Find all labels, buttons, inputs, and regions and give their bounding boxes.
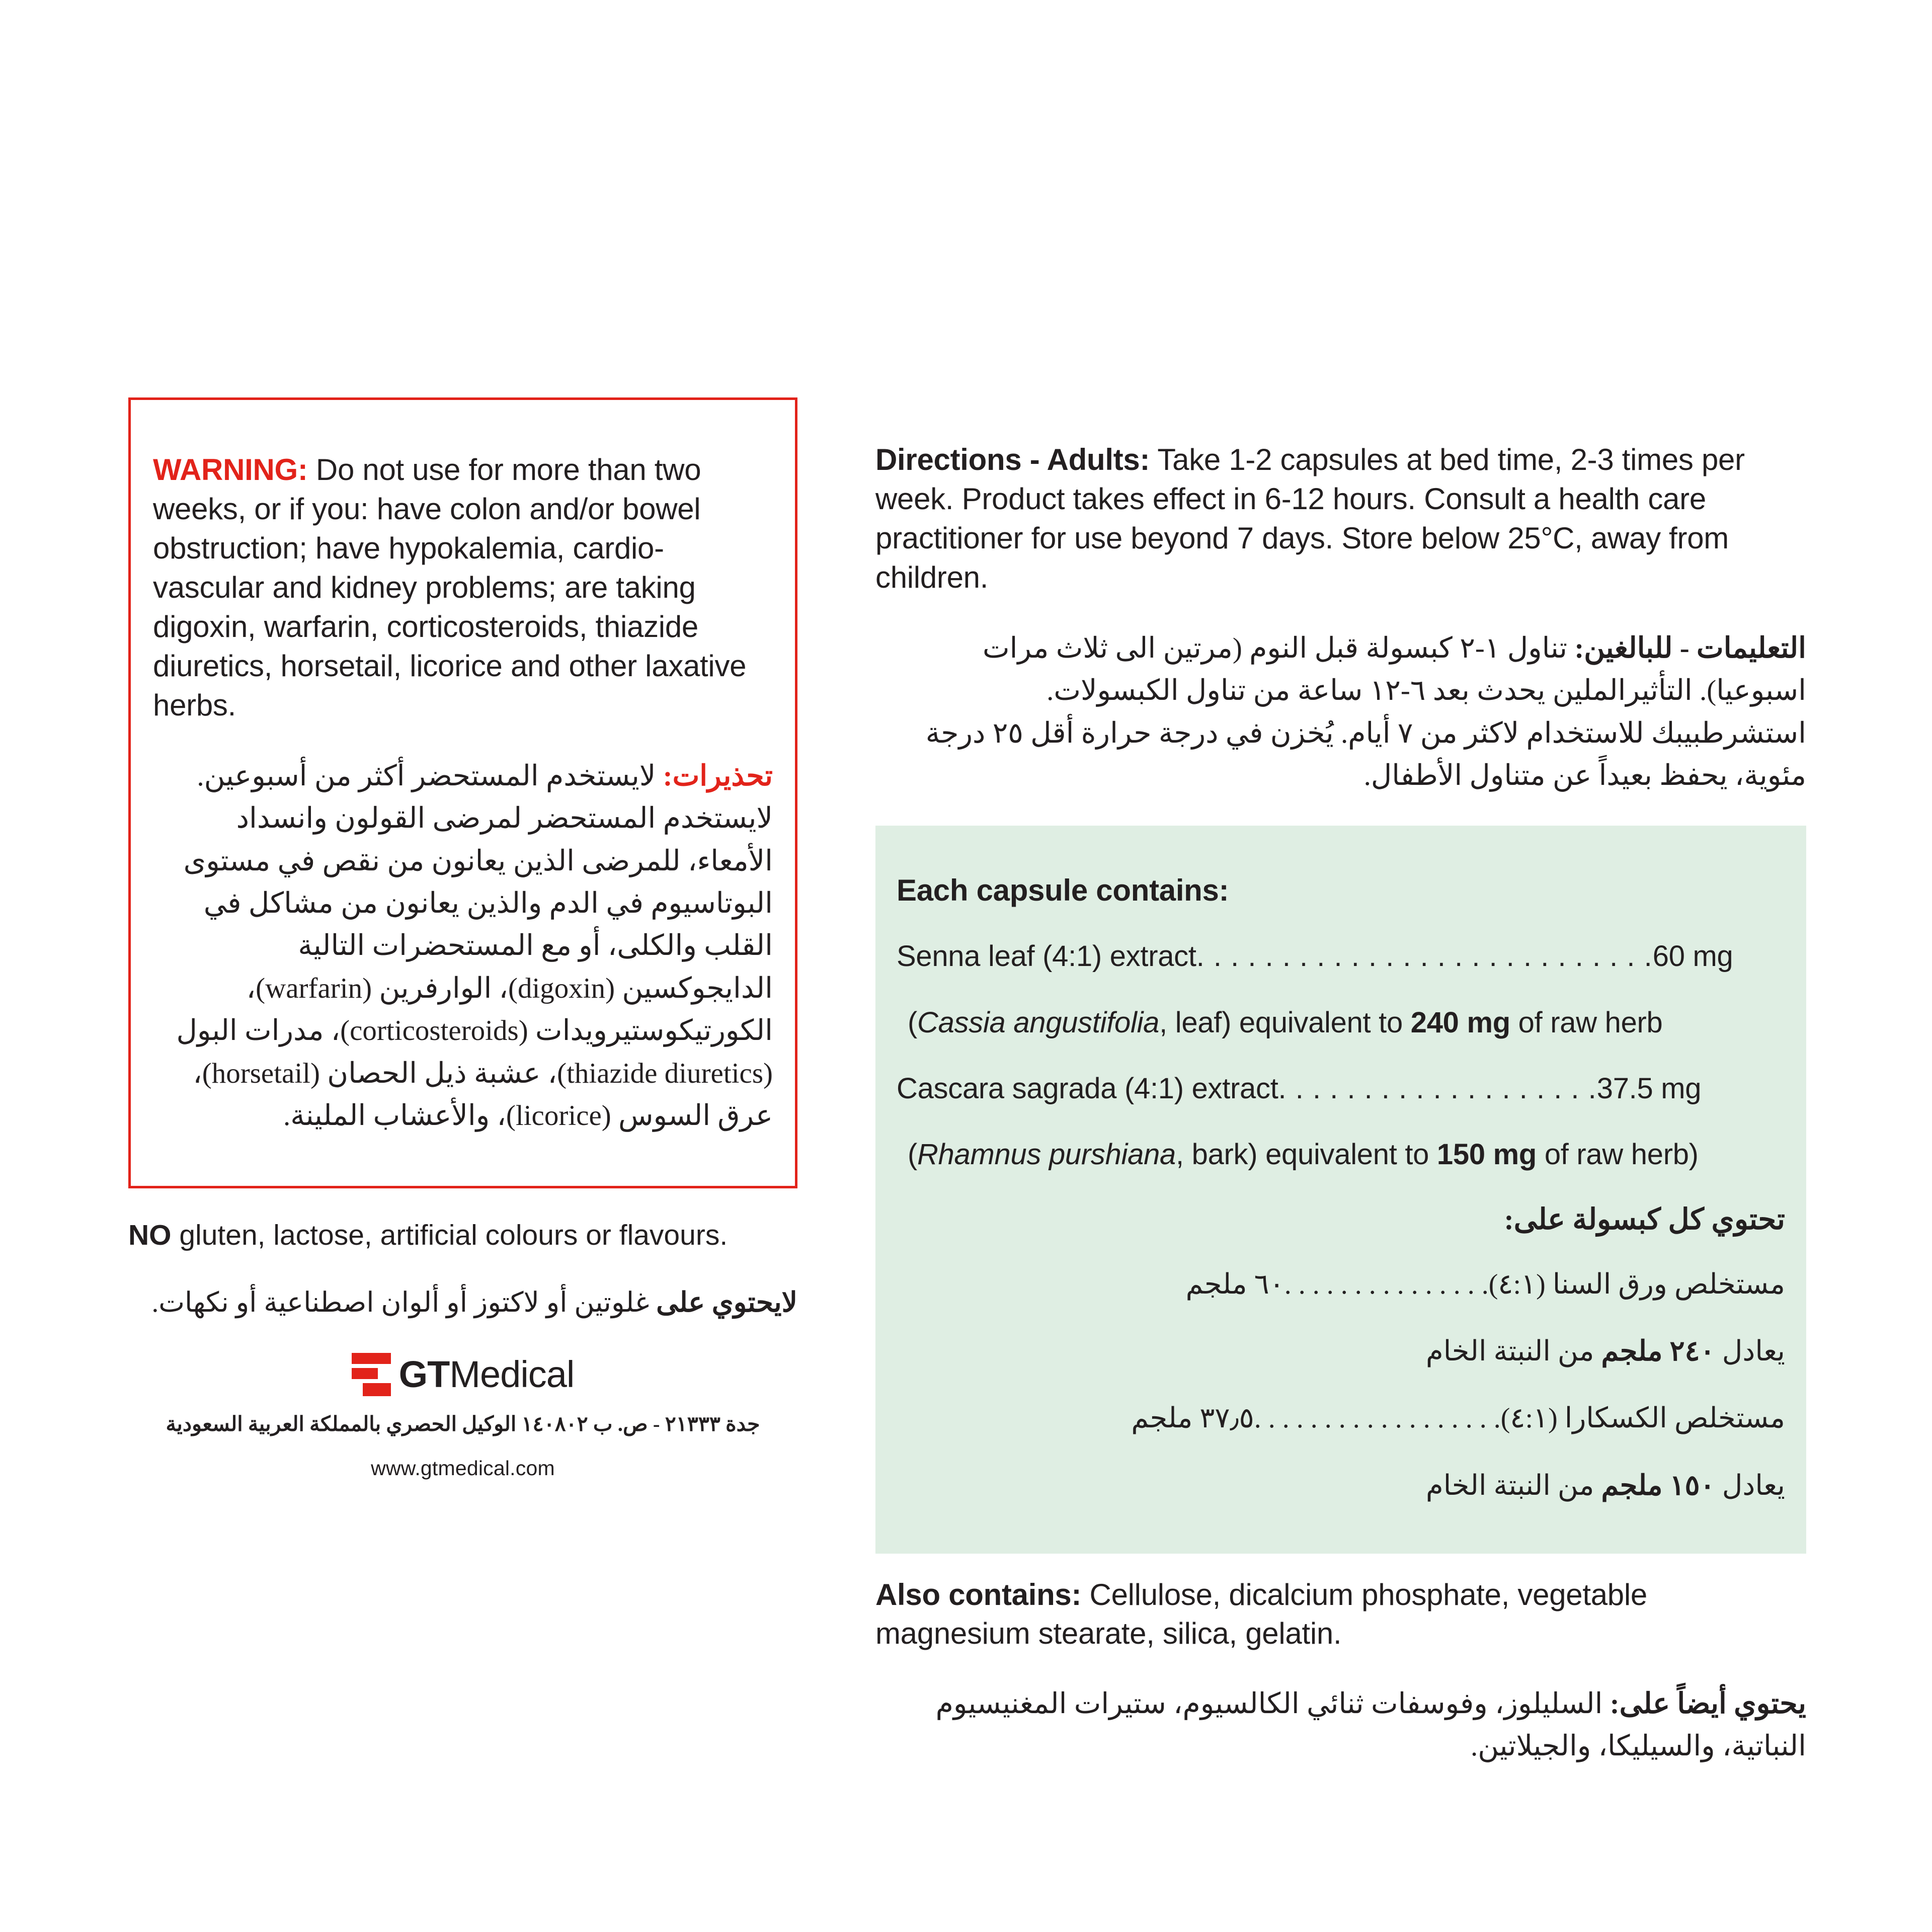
free-from-label-en: NO (128, 1219, 172, 1252)
brand-address-ar: جدة ٢١٣٣٣ - ص. ب ١٤٠٨٠٢ الوكيل الحصري بالمملكة العربية السعودية (166, 1412, 760, 1435)
free-from-body-en: gluten, lactose, artificial colours or flavours. (171, 1219, 728, 1252)
supplement-facts-panel (875, 826, 1806, 1553)
facts-row-ar-name: مستخلص ورق السنا (٤:١) (1488, 1268, 1785, 1300)
facts-equiv-bold: ١٥٠ ملجم (1601, 1470, 1715, 1501)
gt-medical-logo-icon (352, 1353, 391, 1396)
directions-ar (875, 627, 1806, 797)
facts-equiv-bold: ٢٤٠ ملجم (1601, 1336, 1715, 1367)
free-from-body-ar: غلوتين أو لاكتوز أو ألوان اصطناعية أو نكهات. (151, 1287, 657, 1318)
facts-row-name: Cascara sagrada (4:1) extract (897, 1072, 1278, 1105)
facts-row-ar-name: مستخلص الكسكارا (٤:١) (1500, 1403, 1785, 1434)
facts-row-name: Senna leaf (4:1) extract (897, 940, 1196, 973)
brand-website[interactable]: www.gtmedical.com (371, 1456, 555, 1480)
facts-sub-prefix: ( (908, 1006, 918, 1039)
facts-sub-mid: , leaf) equivalent to (1159, 1006, 1411, 1039)
facts-row-dots: . . . . . . . . . . . . . . . . . . . (1278, 1072, 1597, 1105)
facts-equiv-suffix: من النبتة الخام (1426, 1336, 1601, 1367)
facts-row-ar-equiv (897, 1467, 1785, 1505)
facts-sub-latin: Rhamnus purshiana (917, 1138, 1176, 1171)
facts-row-ar-dots: . . . . . . . . . . . . . . . . . . (1254, 1403, 1501, 1434)
facts-title-ar: تحتوي كل كبسولة على: (1504, 1202, 1785, 1236)
also-contains-label-ar: يحتوي أيضاً على: (1609, 1688, 1806, 1720)
directions-en (875, 440, 1806, 597)
free-from-en (128, 1217, 797, 1254)
facts-row-sub-en (897, 1136, 1785, 1173)
facts-row-ar-equiv (897, 1332, 1785, 1371)
warning-label-en: WARNING: (153, 453, 308, 487)
facts-sub-suffix: of raw herb (1510, 1006, 1663, 1039)
left-column (128, 397, 797, 1501)
right-column (875, 410, 1806, 1796)
brand-name (399, 1353, 575, 1396)
warning-body-en: Do not use for more than two weeks, or if you: have colon and/or bowel obstruction; have hypokalemia, cardio-vascular and kidney problems; are taking digoxin, warfarin, corticosteroids, thiazide diuretics, horsetail, licorice and other laxative herbs. (153, 453, 747, 722)
facts-row-ar (897, 1265, 1785, 1304)
warning-box (128, 397, 797, 1188)
directions-body-en: Take 1-2 capsules at bed time, 2-3 times per week. Product takes effect in 6-12 hours. Consult a health care practitioner for use beyond 7 days. Store below 25°C, away from children. (875, 443, 1745, 594)
facts-equiv-prefix: يعادل (1715, 1470, 1785, 1501)
facts-sub-bold: 150 mg (1436, 1138, 1537, 1171)
brand-logo (352, 1353, 575, 1396)
directions-body-ar: تناول ١-٢ كبسولة قبل النوم (مرتين الى ثلاث مرات اسبوعيا). التأثيرالملين يحدث بعد ٦-١٢ ساعة من تناول الكبسولات. استشرطبيبك للاستخدام لاكثر من ٧ أيام. يُخزن في درجة حرارة أقل ٢٥ درجة مئوية، يحفظ بعيداً عن متناول الأطفال. (925, 632, 1806, 792)
also-contains-en (875, 1576, 1806, 1653)
facts-equiv-prefix: يعادل (1715, 1336, 1785, 1367)
warning-text-en (153, 450, 773, 725)
brand-name-bold: GT (398, 1353, 450, 1396)
facts-row-ar-amount: ٣٧٫٥ ملجم (1131, 1403, 1254, 1434)
facts-sub-prefix: ( (908, 1138, 918, 1171)
warning-label-ar: تحذيرات: (663, 760, 773, 792)
brand-name-regular: Medical (449, 1353, 575, 1396)
facts-row-dots: . . . . . . . . . . . . . . . . . . . . . . . . . . . (1196, 940, 1653, 973)
also-contains-ar (875, 1683, 1806, 1766)
facts-row-ar (897, 1399, 1785, 1438)
facts-row-en (897, 938, 1785, 975)
facts-row-amount: 37.5 mg (1596, 1072, 1702, 1105)
facts-sub-mid: , bark) equivalent to (1176, 1138, 1437, 1171)
facts-sub-latin: Cassia angustifolia (917, 1006, 1160, 1039)
warning-text-ar (153, 755, 773, 1137)
also-contains-label-en: Also contains: (875, 1577, 1082, 1612)
free-from-block (128, 1217, 797, 1323)
also-contains-body-ar: السليلوز، وفوسفات ثنائي الكالسيوم، ستيرات المغنيسيوم النباتية، والسيليكا، والجيلاتين. (935, 1688, 1806, 1762)
facts-title-en: Each capsule contains: (897, 873, 1229, 908)
directions-label-en: Directions - Adults: (875, 443, 1150, 476)
facts-row-ar-amount: ٦٠ ملجم (1185, 1268, 1284, 1300)
also-contains-body-en: Cellulose, dicalcium phosphate, vegetable magnesium stearate, silica, gelatin. (875, 1577, 1647, 1650)
facts-sub-suffix: of raw herb) (1537, 1138, 1699, 1171)
brand-block (128, 1353, 797, 1480)
warning-body-ar: لايستخدم المستحضر أكثر من أسبوعين. لايستخدم المستحضر لمرضى القولون وانسداد الأمعاء، للمرضى الذين يعانون من نقص في مستوى البوتاسيوم في الدم والذين يعانون من مشاكل في القلب والكلى، أو مع المستحضرات التالية الدايجوكسين (digoxin)، الوارفرين (warfarin)، الكورتيكوستيرويدات (corticosteroids)، مدرات البول (thiazide diuretics)، عشبة ذيل الحصان (horsetail)، عرق السوس (licorice)، والأعشاب الملينة. (176, 760, 773, 1132)
facts-row-en (897, 1070, 1785, 1107)
facts-equiv-suffix: من النبتة الخام (1426, 1470, 1601, 1501)
facts-row-amount: 60 mg (1652, 940, 1733, 973)
facts-sub-bold: 240 mg (1410, 1006, 1510, 1039)
facts-row-sub-en (897, 1004, 1785, 1041)
free-from-ar (128, 1282, 797, 1323)
directions-label-ar: التعليمات - للبالغين: (1574, 632, 1806, 664)
free-from-label-ar: لايحتوي على (656, 1287, 797, 1318)
facts-row-ar-dots: . . . . . . . . . . . . . . . (1284, 1268, 1489, 1300)
